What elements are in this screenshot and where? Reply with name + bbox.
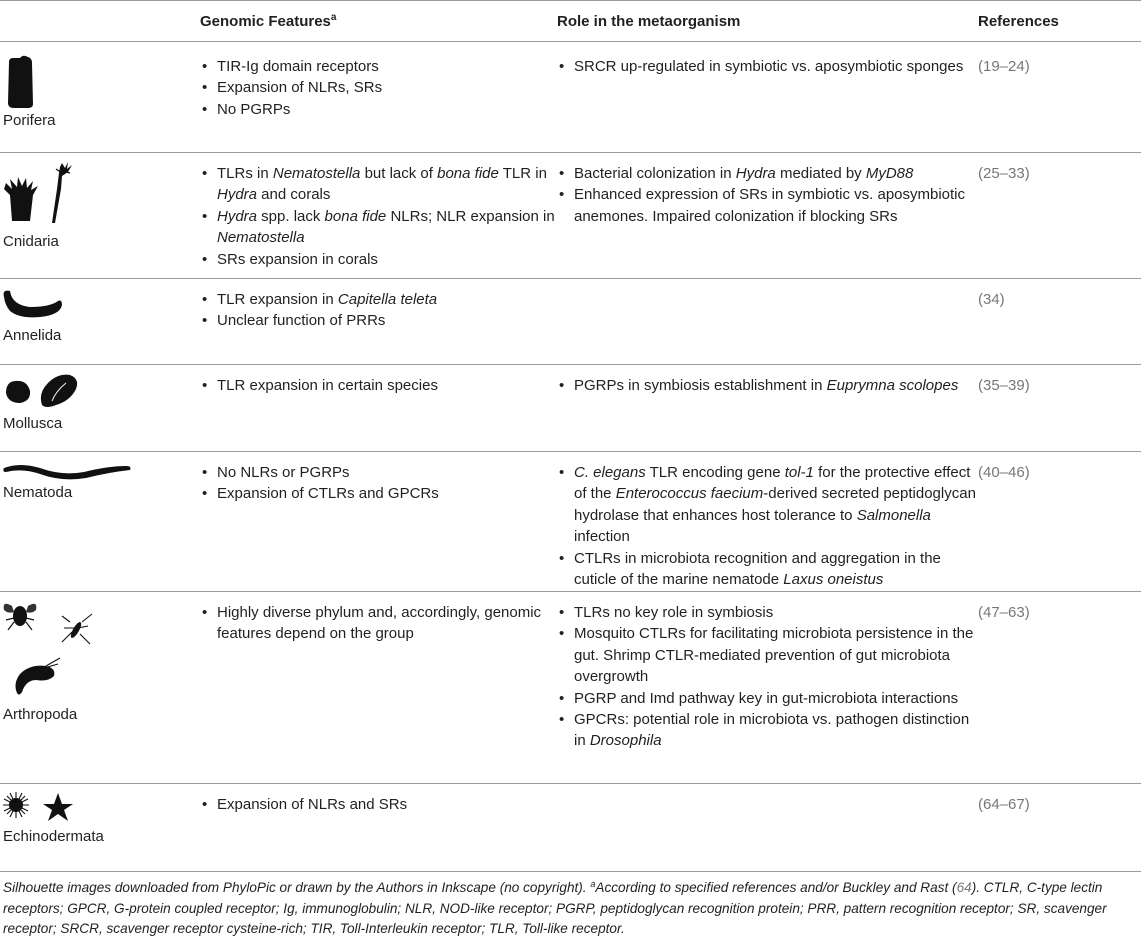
features-cell — [200, 784, 557, 872]
list-item: • Bacterial colonization in Hydra mediated by MyD88 — [557, 163, 978, 184]
taxon-label: Echinodermata — [3, 828, 104, 845]
features-cell — [200, 153, 557, 279]
reference-range: (34) — [978, 291, 1005, 308]
list-item: • TIR-Ig domain receptors — [200, 56, 557, 77]
refs-cell — [978, 784, 1141, 872]
taxon-label: Porifera — [3, 112, 56, 129]
taxon-cell — [0, 42, 200, 153]
table-row-cnidaria — [0, 153, 1141, 279]
reference-range: (19–24) — [978, 58, 1030, 75]
taxon-cell — [0, 592, 200, 784]
taxon-label: Annelida — [3, 327, 62, 344]
features-cell — [200, 592, 557, 784]
list-item: • CTLRs in microbiota recognition and aggregation in the cuticle of the marine nematode Laxus oneistus — [557, 548, 978, 591]
role-cell — [557, 365, 978, 452]
list-item: • PGRPs in symbiosis establishment in Euprymna scolopes — [557, 375, 978, 396]
role-cell — [557, 153, 978, 279]
taxon-cell — [0, 365, 200, 452]
echinodermata-silhouette-icon — [0, 790, 90, 826]
arthropoda-silhouette-icon — [0, 598, 100, 704]
features-list — [200, 56, 557, 120]
list-item: • C. elegans TLR encoding gene tol-1 for the protective effect of the Enterococcus faecium-derived secreted peptidoglycan hydrolase that enhances host tolerance to Salmonella infection — [557, 462, 978, 548]
taxon-cell — [0, 279, 200, 365]
list-item: • TLR expansion in certain species — [200, 375, 557, 396]
taxon-label: Cnidaria — [3, 233, 59, 250]
list-item: • SRs expansion in corals — [200, 249, 557, 270]
refs-cell — [978, 452, 1141, 592]
features-cell — [200, 365, 557, 452]
features-list — [200, 163, 557, 270]
features-cell — [200, 452, 557, 592]
reference-range: (47–63) — [978, 604, 1030, 621]
table-header-row — [0, 1, 1141, 42]
features-cell — [200, 42, 557, 153]
table-row-annelida — [0, 279, 1141, 365]
list-item: • Enhanced expression of SRs in symbiotic vs. aposymbiotic anemones. Impaired colonization if blocking SRs — [557, 184, 978, 227]
refs-cell — [978, 592, 1141, 784]
list-item: • Hydra spp. lack bona fide NLRs; NLR expansion in Nematostella — [200, 206, 557, 249]
role-list — [557, 56, 978, 77]
role-list — [557, 375, 978, 396]
taxon-cell — [0, 153, 200, 279]
list-item: • SRCR up-regulated in symbiotic vs. aposymbiotic sponges — [557, 56, 978, 77]
porifera-silhouette-icon — [0, 52, 60, 110]
header-features: Genomic Features$^a$ — [200, 12, 337, 30]
role-cell — [557, 452, 978, 592]
table-row-arthropoda — [0, 592, 1141, 784]
role-list — [557, 462, 978, 590]
features-list — [200, 375, 557, 396]
features-list — [200, 794, 557, 815]
features-list — [200, 462, 557, 505]
header-role: Role in the metaorganism — [557, 13, 741, 30]
role-list — [557, 602, 978, 752]
list-item: • Unclear function of PRRs — [200, 310, 557, 331]
refs-cell — [978, 279, 1141, 365]
list-item: • TLRs no key role in symbiosis — [557, 602, 978, 623]
header-references: References — [978, 13, 1059, 30]
reference-range: (40–46) — [978, 464, 1030, 481]
list-item: • Expansion of CTLRs and GPCRs — [200, 483, 557, 504]
list-item: • PGRP and Imd pathway key in gut-microbiota interactions — [557, 688, 978, 709]
table-row-mollusca — [0, 365, 1141, 452]
features-cell — [200, 279, 557, 365]
taxon-label: Mollusca — [3, 415, 63, 432]
reference-range: (64–67) — [978, 796, 1030, 813]
refs-cell — [978, 153, 1141, 279]
list-item: • No NLRs or PGRPs — [200, 462, 557, 483]
list-item: • Mosquito CTLRs for facilitating microbiota persistence in the gut. Shrimp CTLR-mediated prevention of gut microbiota overgrowth — [557, 623, 978, 687]
taxon-label: Nematoda — [3, 484, 73, 501]
nematoda-silhouette-icon — [0, 460, 140, 482]
list-item: • Expansion of NLRs, SRs — [200, 77, 557, 98]
role-cell — [557, 42, 978, 153]
taxon-cell — [0, 452, 200, 592]
reference-range: (25–33) — [978, 165, 1030, 182]
taxon-label: Arthropoda — [3, 706, 78, 723]
reference-range: (35–39) — [978, 377, 1030, 394]
annelida-silhouette-icon — [0, 285, 80, 325]
role-cell — [557, 592, 978, 784]
refs-cell — [978, 42, 1141, 153]
cnidaria-silhouette-icon — [0, 159, 100, 231]
role-cell — [557, 784, 978, 872]
list-item: • GPCRs: potential role in microbiota vs. pathogen distinction in Drosophila — [557, 709, 978, 752]
role-list — [557, 163, 978, 227]
table-caption: Silhouette images downloaded from PhyloPic or drawn by the Authors in Inkscape (no copyright). $^a$According to specified references and/or Buckley and Rast (64). CTLR, C-type lectin receptors; GPCR, G-protein coupled receptor; Ig, immunoglobulin; NLR, NOD-like receptor; PGRP, peptidoglycan recognition protein; PRR, pattern recognition receptor; SR, scavenger receptor; SRCR, scavenger receptor cysteine-rich; TIR, Toll-Interleukin receptor; TLR, Toll-like receptor. — [3, 879, 1107, 936]
role-cell — [557, 279, 978, 365]
table-row-echinodermata — [0, 784, 1141, 872]
list-item: • TLR expansion in Capitella teleta — [200, 289, 557, 310]
features-list — [200, 602, 557, 645]
features-list — [200, 289, 557, 332]
refs-cell — [978, 365, 1141, 452]
table-row-nematoda — [0, 452, 1141, 592]
list-item: • No PGRPs — [200, 99, 557, 120]
taxon-cell — [0, 784, 200, 872]
table-row-porifera — [0, 42, 1141, 153]
header-taxon — [0, 1, 200, 42]
list-item: • TLRs in Nematostella but lack of bona fide TLR in Hydra and corals — [200, 163, 557, 206]
list-item: • Expansion of NLRs and SRs — [200, 794, 557, 815]
list-item: • Highly diverse phylum and, accordingly, genomic features depend on the group — [200, 602, 557, 645]
mollusca-silhouette-icon — [0, 371, 90, 413]
